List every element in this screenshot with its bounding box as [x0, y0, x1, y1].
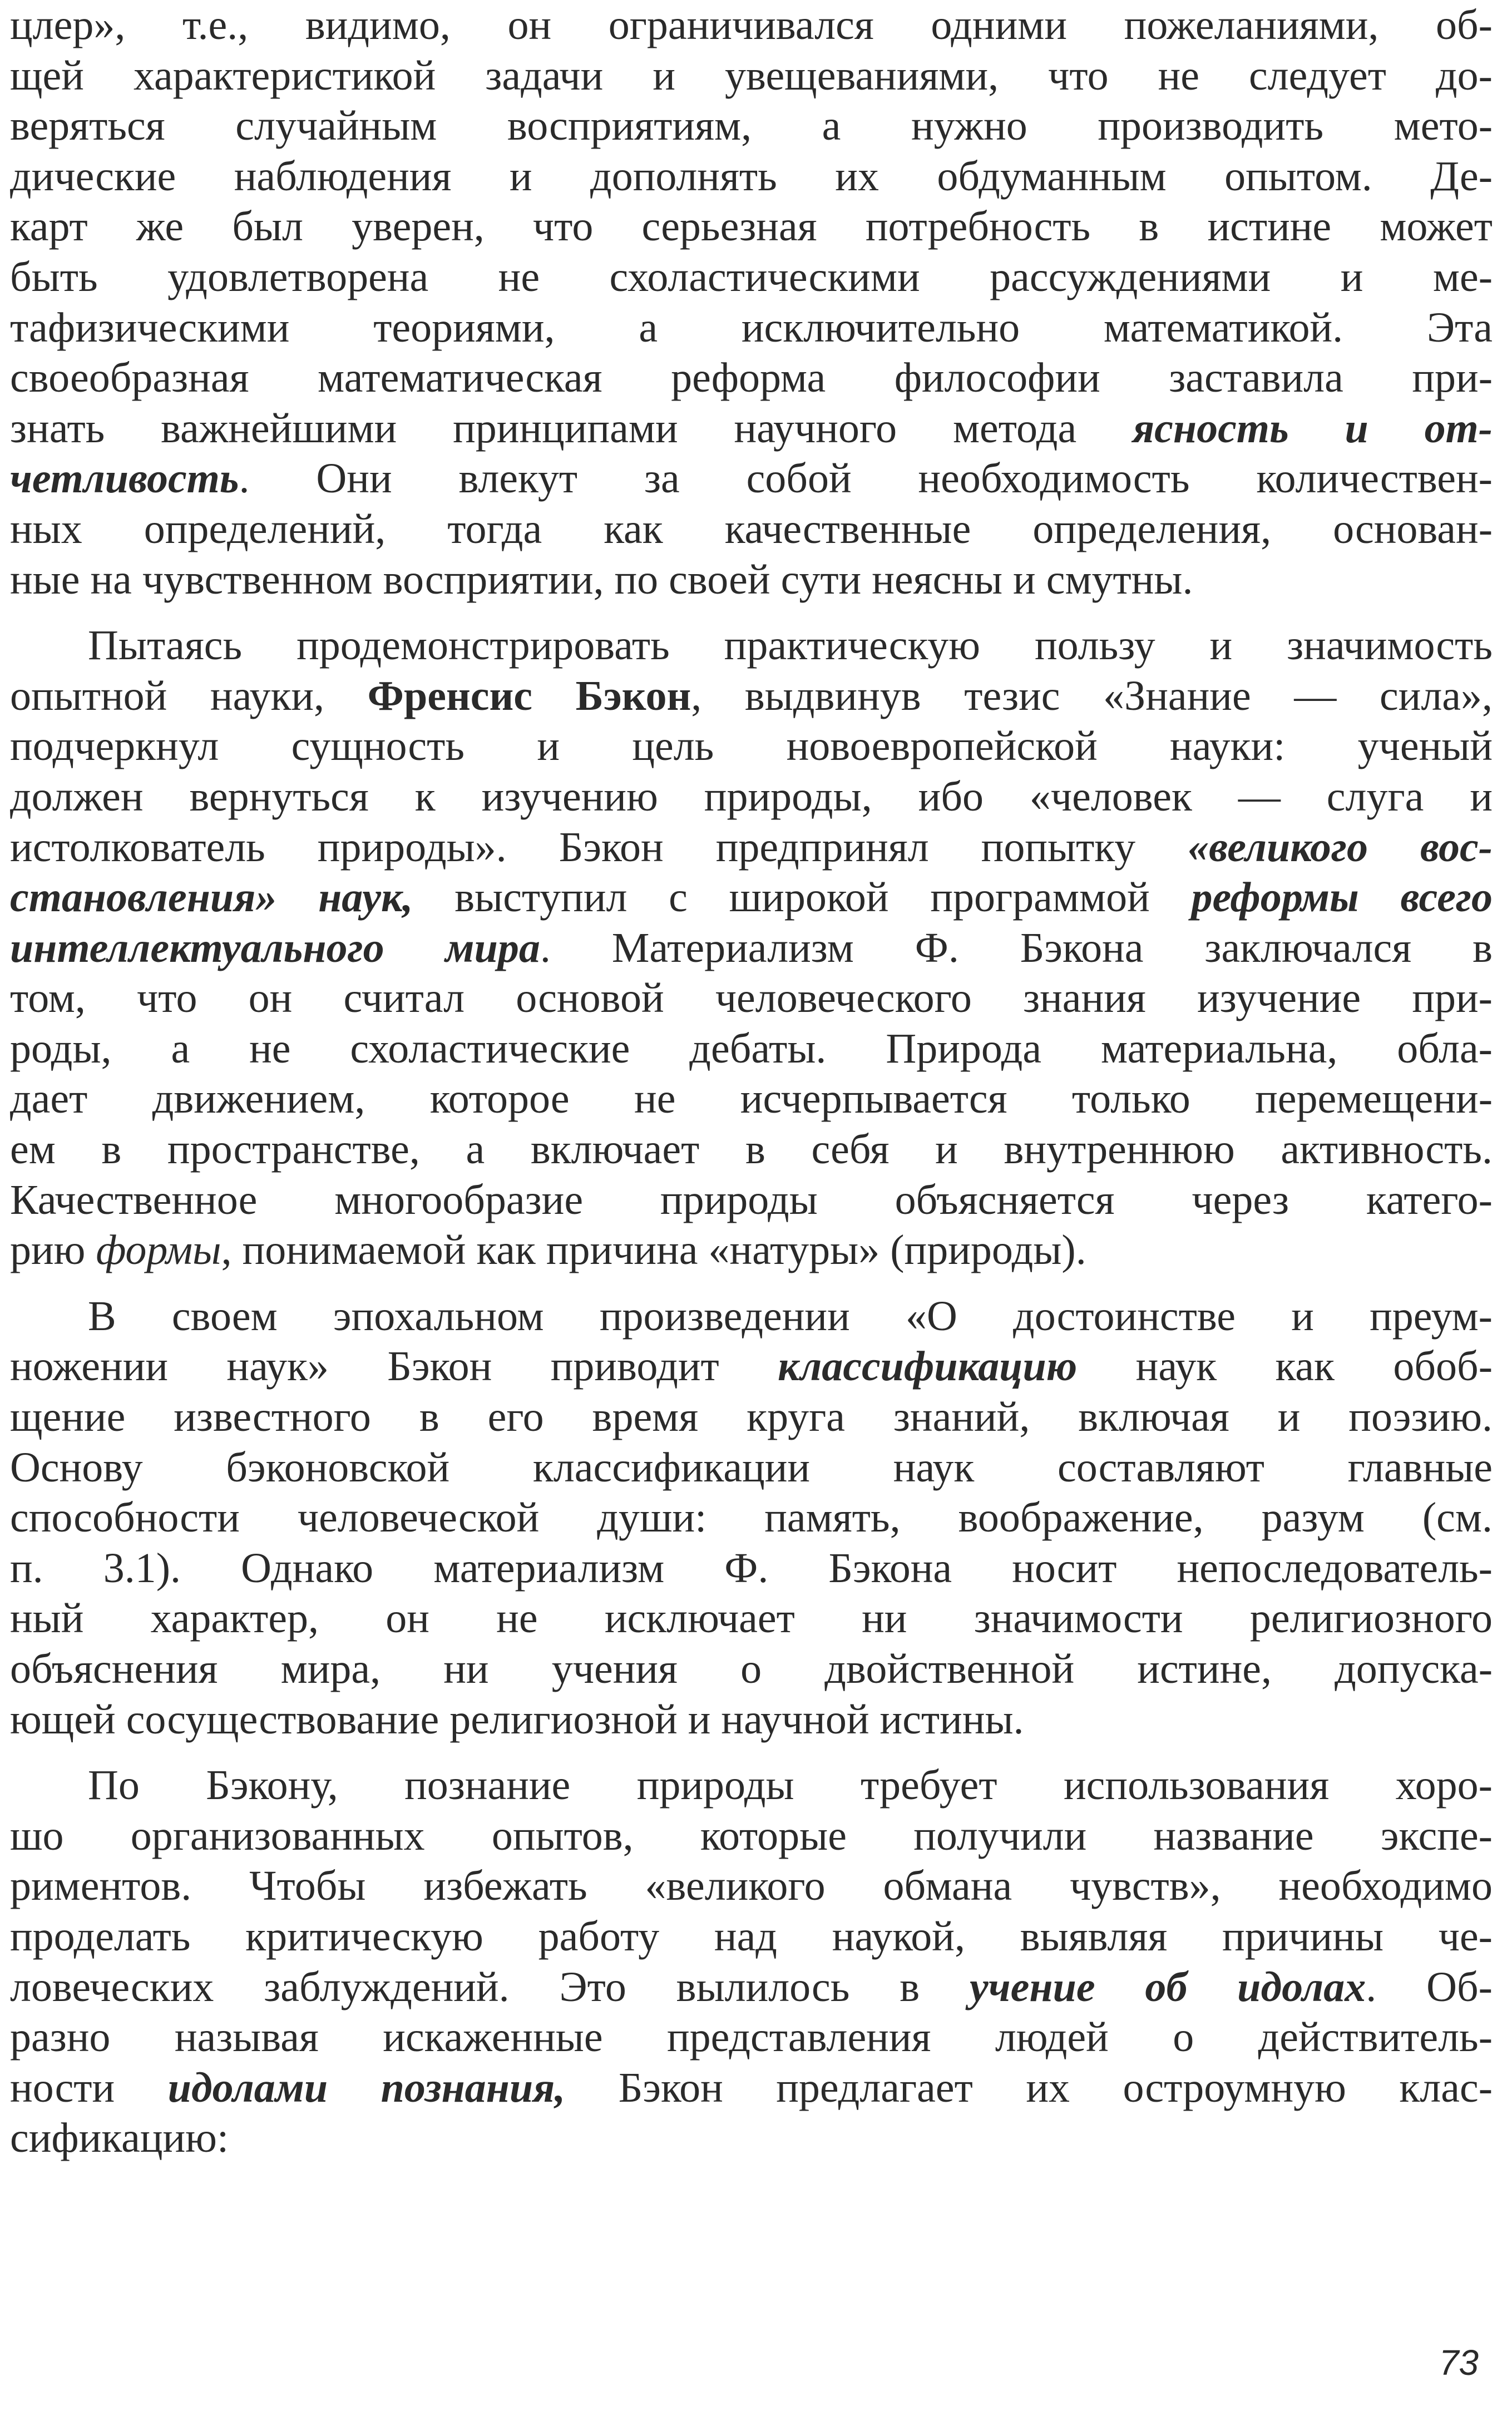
- text-line: [10, 973, 1493, 1024]
- page-number: 73: [1439, 2343, 1479, 2383]
- text-run: подчеркнул сущность и цель новоевропейской науки: ученый: [10, 723, 1493, 770]
- text-run: п. 3.1). Однако материализм Ф. Бэкона носит непоследователь-: [10, 1544, 1493, 1592]
- text-line: [10, 252, 1493, 303]
- page-text: [10, 0, 1493, 2163]
- emphasized-text: Френсис Бэкон: [367, 672, 691, 719]
- text-line: [10, 555, 1493, 605]
- text-run: Основу бэконовской классификации наук составляют главные: [10, 1444, 1493, 1491]
- text-run: , выдвинув тезис «Знание — сила»,: [691, 672, 1493, 719]
- text-run: ности: [10, 2064, 168, 2111]
- text-run: . Об-: [1366, 1963, 1493, 2010]
- text-run: дает движением, которое не исчерпывается только перемещени-: [10, 1075, 1493, 1123]
- paragraph: [10, 0, 1493, 605]
- text-line: [10, 1543, 1493, 1594]
- text-run: . Они влекут за собой необходимость количествен-: [239, 455, 1493, 502]
- text-line: [10, 353, 1493, 403]
- text-run: ных определений, тогда как качественные определения, основан-: [10, 505, 1493, 552]
- text-run: наук как обоб-: [1077, 1343, 1493, 1390]
- text-run: По Бэкону, познание природы требует использования хоро-: [88, 1762, 1493, 1809]
- emphasized-text: ясность и от-: [1133, 404, 1493, 452]
- text-line: [10, 721, 1493, 772]
- emphasized-text: «великого вос-: [1188, 823, 1493, 871]
- text-line: [10, 1493, 1493, 1543]
- text-line: [10, 1911, 1493, 1962]
- text-line: [10, 1392, 1493, 1442]
- text-line: [10, 1644, 1493, 1694]
- text-line: [10, 1074, 1493, 1124]
- text-run: цлер», т.е., видимо, он ограничивался одними пожеланиями, об-: [10, 2, 1493, 48]
- emphasized-text: классификацию: [778, 1343, 1078, 1390]
- text-run: своеобразная математическая реформа философии заставила при-: [10, 354, 1493, 402]
- text-run: выступил с широкой программой: [413, 874, 1192, 921]
- text-run: щей характеристикой задачи и увещеваниями, что не следует до-: [10, 52, 1493, 99]
- text-run: знать важнейшими принципами научного метода: [10, 404, 1133, 452]
- text-line: [10, 453, 1493, 504]
- text-run: ножении наук» Бэкон приводит: [10, 1343, 778, 1390]
- text-line: [10, 1291, 1493, 1342]
- paragraph: [10, 1760, 1493, 2163]
- text-line: [10, 1124, 1493, 1175]
- text-line: [10, 1225, 1493, 1276]
- emphasized-text: четливость: [10, 455, 239, 502]
- text-run: карт же был уверен, что серьезная потребность в истине может: [10, 203, 1493, 250]
- text-line: [10, 822, 1493, 873]
- text-line: [10, 303, 1493, 353]
- text-run: веряться случайным восприятиям, а нужно производить мето-: [10, 102, 1493, 150]
- text-run: сификацию:: [10, 2114, 229, 2162]
- text-line: [10, 1760, 1493, 1811]
- emphasized-text: учение об идолах: [970, 1963, 1366, 2010]
- text-line: [10, 872, 1493, 923]
- text-run: том, что он считал основой человеческого знания изучение при-: [10, 975, 1493, 1022]
- text-line: [10, 1962, 1493, 2013]
- paragraph: [10, 620, 1493, 1276]
- text-run: истолкователь природы». Бэкон предпринял попытку: [10, 823, 1188, 871]
- text-run: проделать критическую работу над наукой, выявляя причины че-: [10, 1913, 1493, 1960]
- text-run: роды, а не схоластические дебаты. Природа материальна, обла-: [10, 1025, 1493, 1072]
- text-line: [10, 2113, 1493, 2163]
- text-line: [10, 403, 1493, 454]
- text-run: должен вернуться к изучению природы, ибо «человек — слуга и: [10, 773, 1493, 820]
- text-run: . Материализм Ф. Бэкона заключался в: [540, 924, 1493, 971]
- text-run: ем в пространстве, а включает в себя и внутреннюю активность.: [10, 1126, 1493, 1173]
- emphasized-text: становления» наук,: [10, 874, 413, 921]
- text-run: разно называя искаженные представления людей о действитель-: [10, 2014, 1493, 2061]
- text-run: Пытаясь продемонстрировать практическую пользу и значимость: [88, 622, 1493, 669]
- emphasized-text: идолами познания,: [167, 2064, 566, 2111]
- text-run: дические наблюдения и дополнять их обдуманным опытом. Де-: [10, 152, 1493, 200]
- text-line: [10, 671, 1493, 722]
- emphasized-text: формы: [96, 1227, 221, 1274]
- text-line: [10, 1593, 1493, 1644]
- emphasized-text: реформы всего: [1191, 874, 1493, 921]
- text-run: В своем эпохальном произведении «О достоинстве и преум-: [88, 1292, 1493, 1340]
- text-line: [10, 772, 1493, 822]
- text-run: рию: [10, 1227, 96, 1274]
- text-run: ловеческих заблуждений. Это вылилось в: [10, 1963, 970, 2010]
- text-line: [10, 101, 1493, 151]
- text-run: Бэкон предлагает их остроумную клас-: [565, 2064, 1493, 2111]
- text-line: [10, 923, 1493, 974]
- text-line: [10, 201, 1493, 252]
- text-run: риментов. Чтобы избежать «великого обмана чувств», необходимо: [10, 1862, 1493, 1910]
- text-line: [10, 1811, 1493, 1861]
- text-line: [10, 151, 1493, 202]
- text-line: [10, 1694, 1493, 1745]
- text-run: тафизическими теориями, а исключительно математикой. Эта: [10, 304, 1493, 351]
- text-line: [10, 620, 1493, 671]
- text-line: [10, 1861, 1493, 1911]
- paragraph: [10, 1291, 1493, 1745]
- text-line: [10, 1024, 1493, 1074]
- emphasized-text: интеллектуального мира: [10, 924, 540, 971]
- text-line: [10, 1341, 1493, 1392]
- text-line: [10, 51, 1493, 101]
- text-line: [10, 1442, 1493, 1493]
- text-line: [10, 0, 1493, 51]
- text-run: ющей сосуществование религиозной и научной истины.: [10, 1696, 1024, 1743]
- text-run: опытной науки,: [10, 672, 368, 719]
- text-run: шо организованных опытов, которые получили название экспе-: [10, 1812, 1493, 1859]
- text-run: быть удовлетворена не схоластическими рассуждениями и ме-: [10, 253, 1493, 300]
- text-run: , понимаемой как причина «натуры» (природы).: [221, 1227, 1086, 1274]
- text-run: объяснения мира, ни учения о двойственной истине, допуска-: [10, 1646, 1493, 1692]
- text-run: способности человеческой души: память, воображение, разум (см.: [10, 1494, 1493, 1542]
- text-line: [10, 1175, 1493, 1226]
- text-run: Качественное многообразие природы объясняется через катего-: [10, 1176, 1493, 1223]
- text-line: [10, 504, 1493, 555]
- text-line: [10, 2063, 1493, 2113]
- text-run: ные на чувственном восприятии, по своей сути неясны и смутны.: [10, 556, 1193, 603]
- text-run: ный характер, он не исключает ни значимости религиозного: [10, 1595, 1493, 1642]
- text-line: [10, 2012, 1493, 2063]
- text-run: щение известного в его время круга знаний, включая и поэзию.: [10, 1394, 1493, 1441]
